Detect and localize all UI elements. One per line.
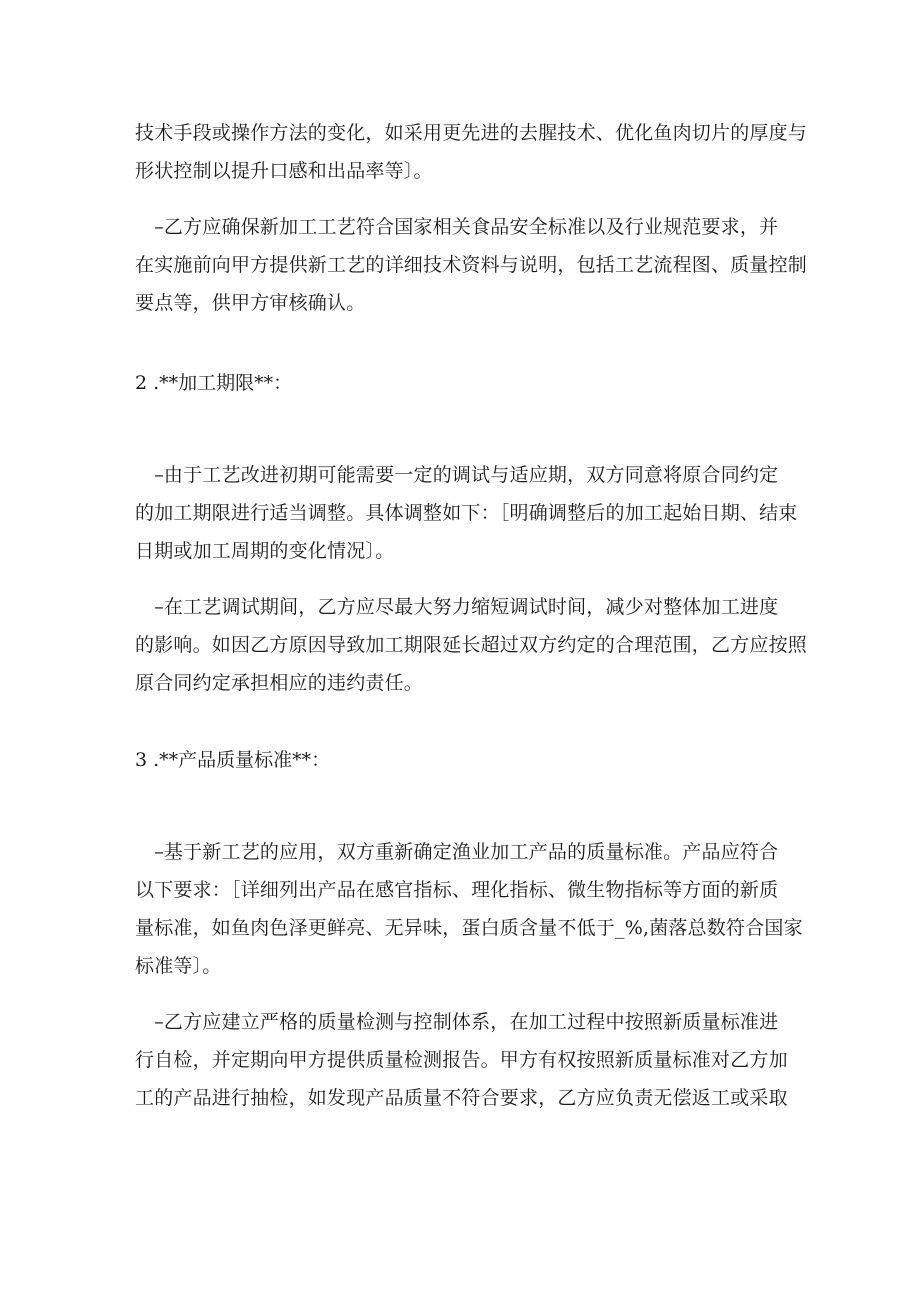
text-line: 在实施前向甲方提供新工艺的详细技术资料与说明，包括工艺流程图、质量控制: [135, 254, 808, 276]
paragraph-debugging-period: [135, 588, 808, 702]
text-line: 以下要求：［详细列出产品在感官指标、理化指标、微生物指标等方面的新质: [135, 879, 779, 901]
text-line: 日期或加工周期的变化情况〕。: [135, 540, 395, 562]
text-line: –由于工艺改进初期可能需要一定的调试与适应期，双方同意将原合同约定: [135, 464, 779, 486]
text-line: 要点等，供甲方审核确认。: [135, 292, 366, 314]
text-line: –基于新工艺的应用，双方重新确定渔业加工产品的质量标准。产品应符合: [135, 841, 779, 863]
text-line: 的影响。如因乙方原因导致加工期限延长超过双方约定的合理范围，乙方应按照: [135, 634, 808, 656]
text-line: 技术手段或操作方法的变化，如采用更先进的去腥技术、优化鱼肉切片的厚度与: [135, 122, 808, 144]
paragraph-quality-inspection: [135, 1003, 788, 1117]
section-heading-processing-period: 2 .**加工期限**：: [135, 372, 293, 394]
text-line: 工的产品进行抽检，如发现产品质量不符合要求，乙方应负责无偿返工或采取: [135, 1087, 788, 1109]
text-line: 原合同约定承担相应的违约责任。: [135, 672, 424, 694]
text-line: 量标准，如鱼肉色泽更鲜亮、无异味，蛋白质含量不低于_%,菌落总数符合国家: [135, 917, 803, 939]
text-line: 标准等〕。: [135, 955, 222, 977]
text-line: –乙方应建立严格的质量检测与控制体系，在加工过程中按照新质量标准进: [135, 1011, 779, 1033]
text-line: 的加工期限进行适当调整。具体调整如下：［明确调整后的加工起始日期、结束: [135, 502, 798, 524]
paragraph-food-safety-compliance: [135, 208, 808, 322]
paragraph-quality-requirements: [135, 833, 803, 985]
paragraph-process-change-tail: [135, 114, 808, 190]
text-line: 行自检，并定期向甲方提供质量检测报告。甲方有权按照新质量标准对乙方加: [135, 1049, 788, 1071]
text-line: 形状控制以提升口感和出品率等〕。: [135, 160, 433, 182]
text-line: –在工艺调试期间，乙方应尽最大努力缩短调试时间，减少对整体加工进度: [135, 596, 779, 618]
paragraph-period-adjustment: [135, 456, 798, 570]
section-heading-quality-standard: 3 .**产品质量标准**：: [135, 749, 331, 771]
text-line: –乙方应确保新加工工艺符合国家相关食品安全标准以及行业规范要求，并: [135, 216, 779, 238]
